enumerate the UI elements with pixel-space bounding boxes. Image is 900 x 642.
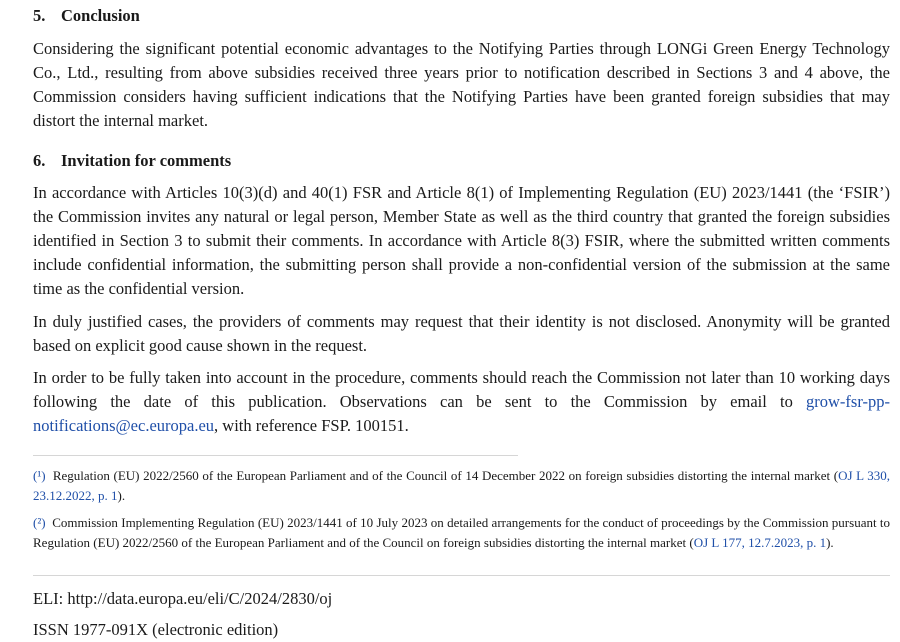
section-6-paragraph-3 — [33, 366, 890, 438]
email-link[interactable]: grow-fsr-pp-notifications@ec.europa.eu — [33, 392, 890, 435]
section-6-heading — [33, 150, 890, 172]
footnote-1-ref-link[interactable]: OJ L 330, 23.12.2022, p. 1 — [33, 468, 891, 503]
section-6-paragraph-2: In duly justified cases, the providers of comments may request that their identity is not disclosed. Anonymity will be granted based on explicit good cause shown in the request. — [33, 312, 890, 355]
paragraph-3-tail: , with reference FSP. 100151. — [214, 416, 409, 435]
paragraph-3-text: In order to be fully taken into account in the procedure, comments should reach the Commission not later than 10 working days following the date of this publication. Observations can be sent to the Commission by email to — [33, 368, 890, 411]
footnote-1-mark[interactable]: (¹) — [33, 468, 46, 483]
section-5-paragraph: Considering the significant potential economic advantages to the Notifying Parties through LONGi Green Energy Technology Co., Ltd., resulting from above subsidies received three years prior to notification described in Sections 3 and 4 above, the Commission considers having sufficient indications that the Notifying Parties have been granted foreign subsidies that may distort the internal market. — [33, 39, 890, 130]
footnote-2 — [33, 513, 890, 553]
eli-line: ELI: http://data.europa.eu/eli/C/2024/2830/oj — [33, 589, 333, 608]
footnote-2-text: Commission Implementing Regulation (EU) 2023/1441 of 10 July 2023 on detailed arrangements for the conduct of proceedings by the Commission pursuant to Regulation (EU) 2022/2560 of the European Parliament and of the Council on foreign subsidies distorting the internal market ( — [33, 515, 891, 550]
footnote-1-text: Regulation (EU) 2022/2560 of the European Parliament and of the Council of 14 December 2022 on foreign subsidies distorting the internal market ( — [52, 468, 839, 483]
section-5-heading — [33, 5, 890, 27]
footnote-separator — [33, 455, 518, 456]
section-5 — [33, 5, 890, 27]
footnote-1-tail: ). — [117, 488, 126, 503]
footnote-1 — [33, 466, 890, 506]
section-5-title: Conclusion — [61, 6, 140, 25]
issn-line: ISSN 1977-091X (electronic edition) — [33, 620, 279, 639]
section-6-title: Invitation for comments — [61, 151, 232, 170]
section-5-number: 5. — [33, 6, 46, 25]
section-6-paragraph-1: In accordance with Articles 10(3)(d) and 40(1) FSR and Article 8(1) of Implementing Regulation (EU) 2023/1441 (the ‘FSIR’) the Commission invites any natural or legal person, Member State as well as the third country that granted the foreign subsidies identified in Section 3 to submit their comments. In accordance with Article 8(3) FSIR, where the submitted written comments include confidential information, the submitting person shall provide a non-confidential version of the submission at the same time as the confidential version. — [33, 183, 890, 298]
section-6 — [33, 150, 890, 172]
footnote-2-tail: ). — [826, 535, 834, 550]
footnote-2-ref-link[interactable]: OJ L 177, 12.7.2023, p. 1 — [693, 535, 827, 550]
section-6-number: 6. — [33, 151, 46, 170]
meta-separator — [33, 575, 890, 576]
footnote-2-mark[interactable]: (²) — [33, 515, 46, 530]
